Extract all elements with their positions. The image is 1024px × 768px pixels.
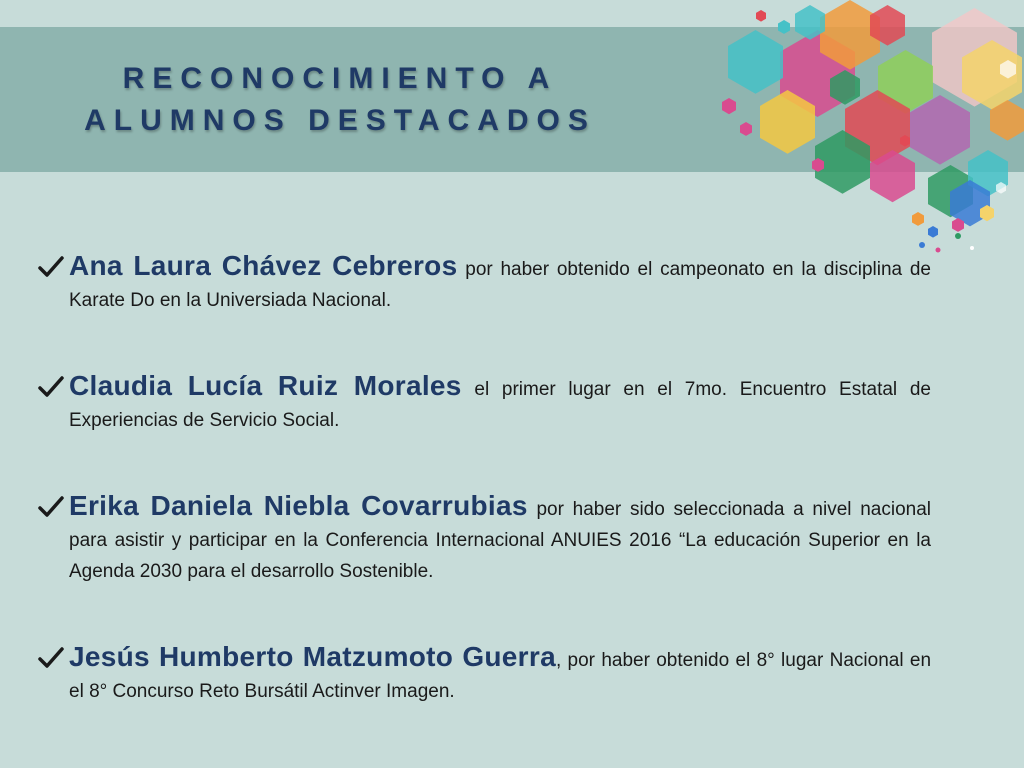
list-item (38, 370, 931, 436)
achievement-text: , por haber obtenido el 8° lugar Nacional en el 8° Concurso Reto Bursátil Actinver Imagen. (69, 650, 932, 702)
list-item (38, 490, 931, 587)
checkmark-icon (38, 255, 64, 279)
achievement-text: el primer lugar en el 7mo. Encuentro Estatal de Experiencias de Servicio Social. (69, 379, 931, 431)
title-line-2: ALUMNOS DESTACADOS (84, 104, 596, 137)
slide-title (0, 58, 680, 142)
checkmark-icon (38, 646, 64, 670)
checkmark-icon (38, 495, 64, 519)
list-item (38, 250, 931, 316)
achievement-text: por haber obtenido el campeonato en la disciplina de Karate Do en la Universiada Nacional. (69, 259, 931, 311)
achievement-text: por haber sido seleccionada a nivel nacional para asistir y participar en la Conferencia Internacional ANUIES 2016 “La educación Superior en la Agenda 2030 para el desarrollo Sostenible. (69, 499, 931, 582)
hexagon-decoration (700, 0, 1024, 260)
student-name: Ana Laura Chávez Cebreros (69, 250, 458, 281)
student-name: Erika Daniela Niebla Covarrubias (69, 490, 528, 521)
checkmark-icon (38, 375, 64, 399)
title-line-1: RECONOCIMIENTO A (122, 62, 558, 95)
recognition-list (38, 250, 931, 707)
student-name: Jesús Humberto Matzumoto Guerra (69, 641, 556, 672)
list-item (38, 641, 931, 707)
student-name: Claudia Lucía Ruiz Morales (69, 370, 462, 401)
